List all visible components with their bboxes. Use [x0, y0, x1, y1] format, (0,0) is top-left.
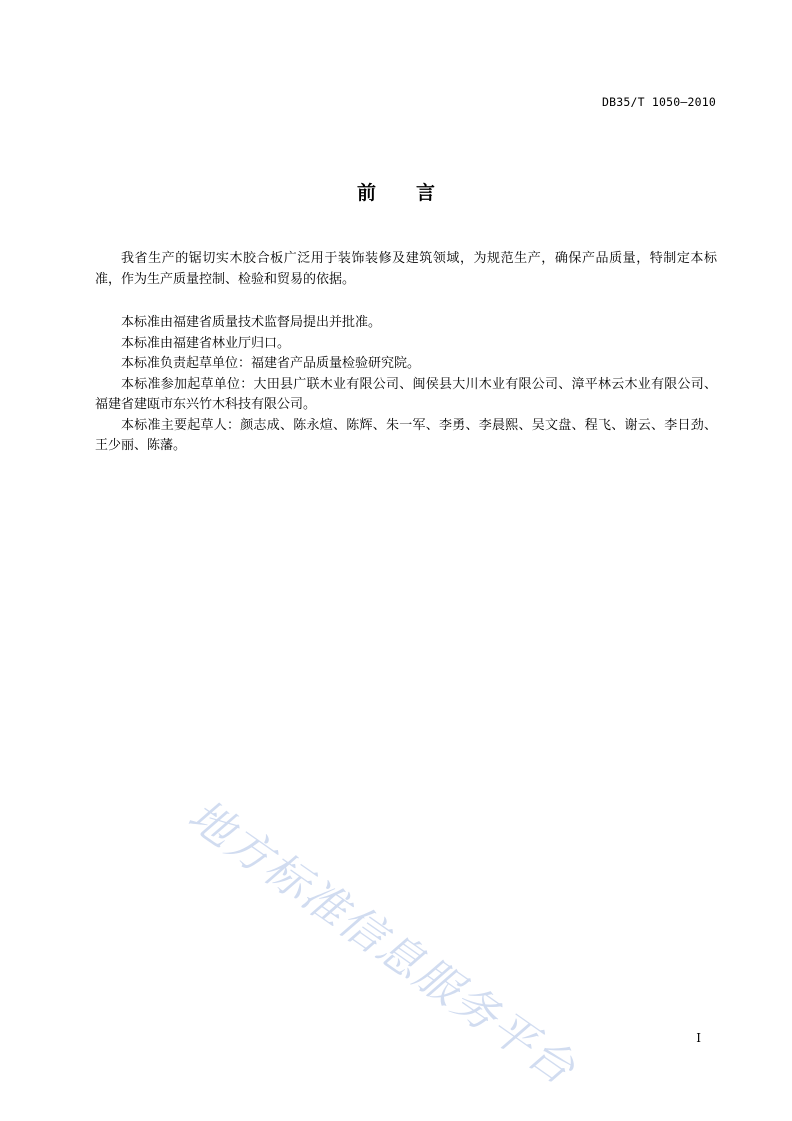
statement-lead-drafter: 本标准负责起草单位：福建省产品质量检验研究院。 — [121, 356, 421, 371]
watermark: 地方标准信息服务平台 — [178, 789, 585, 1096]
page-title: 前言 — [356, 182, 475, 204]
statement-main-drafters: 本标准主要起草人：颜志成、陈永煊、陈辉、朱一军、李勇、李晨熙、吴文盘、程飞、谢云、李日劲、王少丽、陈藩。 — [95, 417, 717, 453]
intro-section — [95, 249, 717, 290]
page-number: I — [696, 1031, 701, 1045]
standard-code: DB35/T 1050—2010 — [602, 95, 716, 109]
statement-participating-drafters: 本标准参加起草单位：大田县广联木业有限公司、闽侯县大川木业有限公司、漳平林云木业有限公司、福建省建瓯市东兴竹木科技有限公司。 — [95, 376, 717, 412]
statement-centralized: 本标准由福建省林业厅归口。 — [121, 335, 291, 351]
statement-proposer: 本标准由福建省质量技术监督局提出并批准。 — [121, 315, 382, 330]
statements-section — [95, 313, 717, 457]
intro-paragraph: 我省生产的锯切实木胶合板广泛用于装饰装修及建筑领域，为规范生产，确保产品质量，特制定本标准，作为生产质量控制、检验和贸易的依据。 — [95, 251, 717, 287]
